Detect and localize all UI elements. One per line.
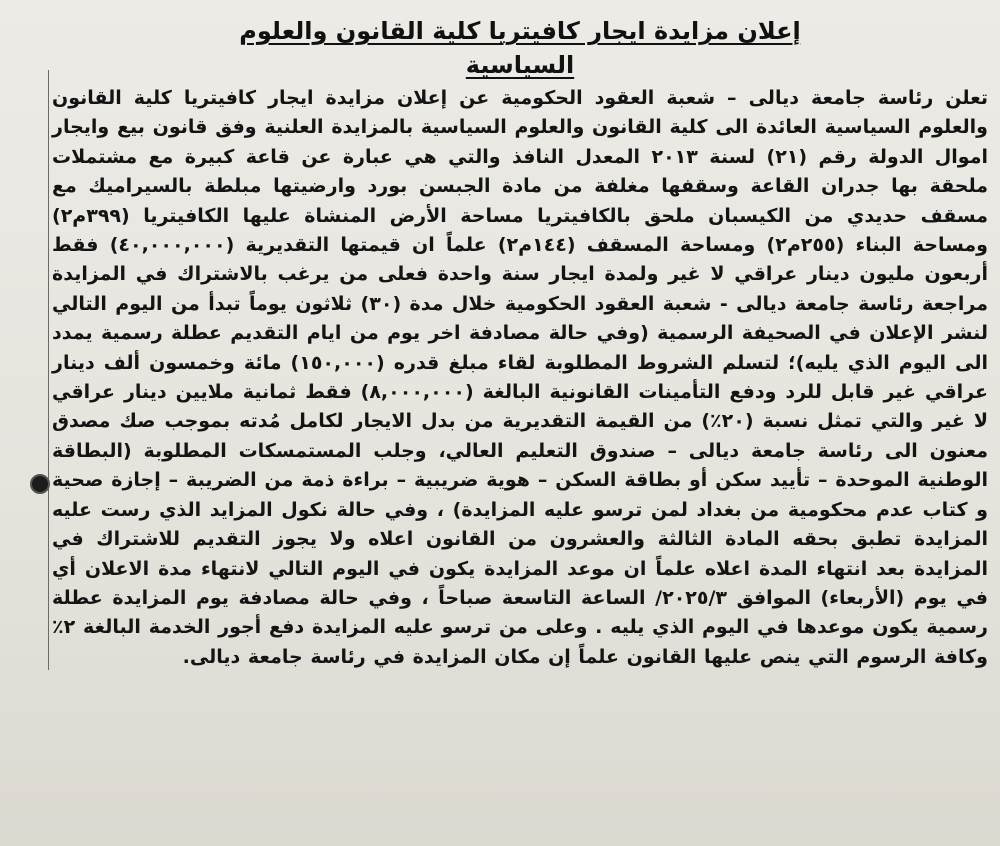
left-border-line — [48, 70, 49, 670]
punch-hole — [30, 474, 50, 494]
announcement-body: تعلن رئاسة جامعة ديالى – شعبة العقود الحكومية عن إعلان مزايدة ايجار كافيتريا كلية القانون والعلوم السياسية العائدة الى كلية القانون والعلوم السياسية بالمزايدة العلنية وفق قانون بيع وايجار اموال الدولة رقم (٢١) لسنة ٢٠١٣ المعدل النافذ والتي هي عبارة عن قاعة كبيرة مع مشتملات ملحقة بها جدران القاعة وسقفها مغلفة من مادة الجبسن بورد وارضيتها مبلطة بالسيراميك مع مسقف حديدي من الكيسبان ملحق بالكافيتريا مساحة الأرض المنشاة عليها الكافيتريا (٣٩٩م٢) ومساحة البناء (٢٥٥م٢) ومساحة المسقف (١٤٤م٢) علماً ان قيمتها التقديرية (٤٠,٠٠٠,٠٠٠) فقط أربعون مليون دينار عراقي لا غير ولمدة ايجار سنة واحدة فعلى من يرغب بالاشتراك في المزايدة مراجعة رئاسة جامعة ديالى - شعبة العقود الحكومية خلال مدة (٣٠) ثلاثون يوماً تبدأ من اليوم التالي لنشر الإعلان في الصحيفة الرسمية (وفي حالة مصادفة اخر يوم من ايام التقديم عطلة رسمية يمدد الى اليوم الذي يليه)؛ لتسلم الشروط المطلوبة لقاء مبلغ قدره (١٥٠,٠٠٠) مائة وخمسون ألف دينار عراقي غير قابل للرد ودفع التأمينات القانونية البالغة (٨,٠٠٠,٠٠٠) فقط ثمانية ملايين دينار عراقي لا غير والتي تمثل نسبة (٢٠٪) من القيمة التقديرية من بدل الايجار لكامل مُدته بموجب صك مصدق معنون الى رئاسة جامعة ديالى – صندوق التعليم العالي، وجلب المستمسكات المطلوبة (البطاقة الوطنية الموحدة – تأييد سكن أو بطاقة السكن – هوية ضريبية – براءة ذمة من الضريبة – إجازة صحية و كتاب عدم محكومية من بغداد لمن ترسو عليه المزايدة) ، وفي حالة نكول المزايد الذي رست عليه المزايدة تطبق بحقه المادة الثالثة والعشرون من القانون اعلاه ولا يجوز التقديم للاشتراك في المزايدة بعد انتهاء المدة اعلاه علماً ان موعد المزايدة يكون في اليوم التالي لانتهاء مدة الاعلان أي في يوم (الأربعاء) الموافق ٢٠٢٥/٣/ الساعة التاسعة صباحاً ، وفي حالة مصادفة يوم المزايدة عطلة رسمية يكون موعدها في اليوم الذي يليه . وعلى من ترسو عليه المزايدة دفع أجور الخدمة البالغة ٢٪ وكافة الرسوم التي ينص عليها القانون علماً إن مكان المزايدة في رئاسة جامعة ديالى. — [52, 87, 989, 668]
announcement-title: إعلان مزايدة ايجار كافيتريا كلية القانون والعلوم السياسية — [239, 17, 801, 79]
